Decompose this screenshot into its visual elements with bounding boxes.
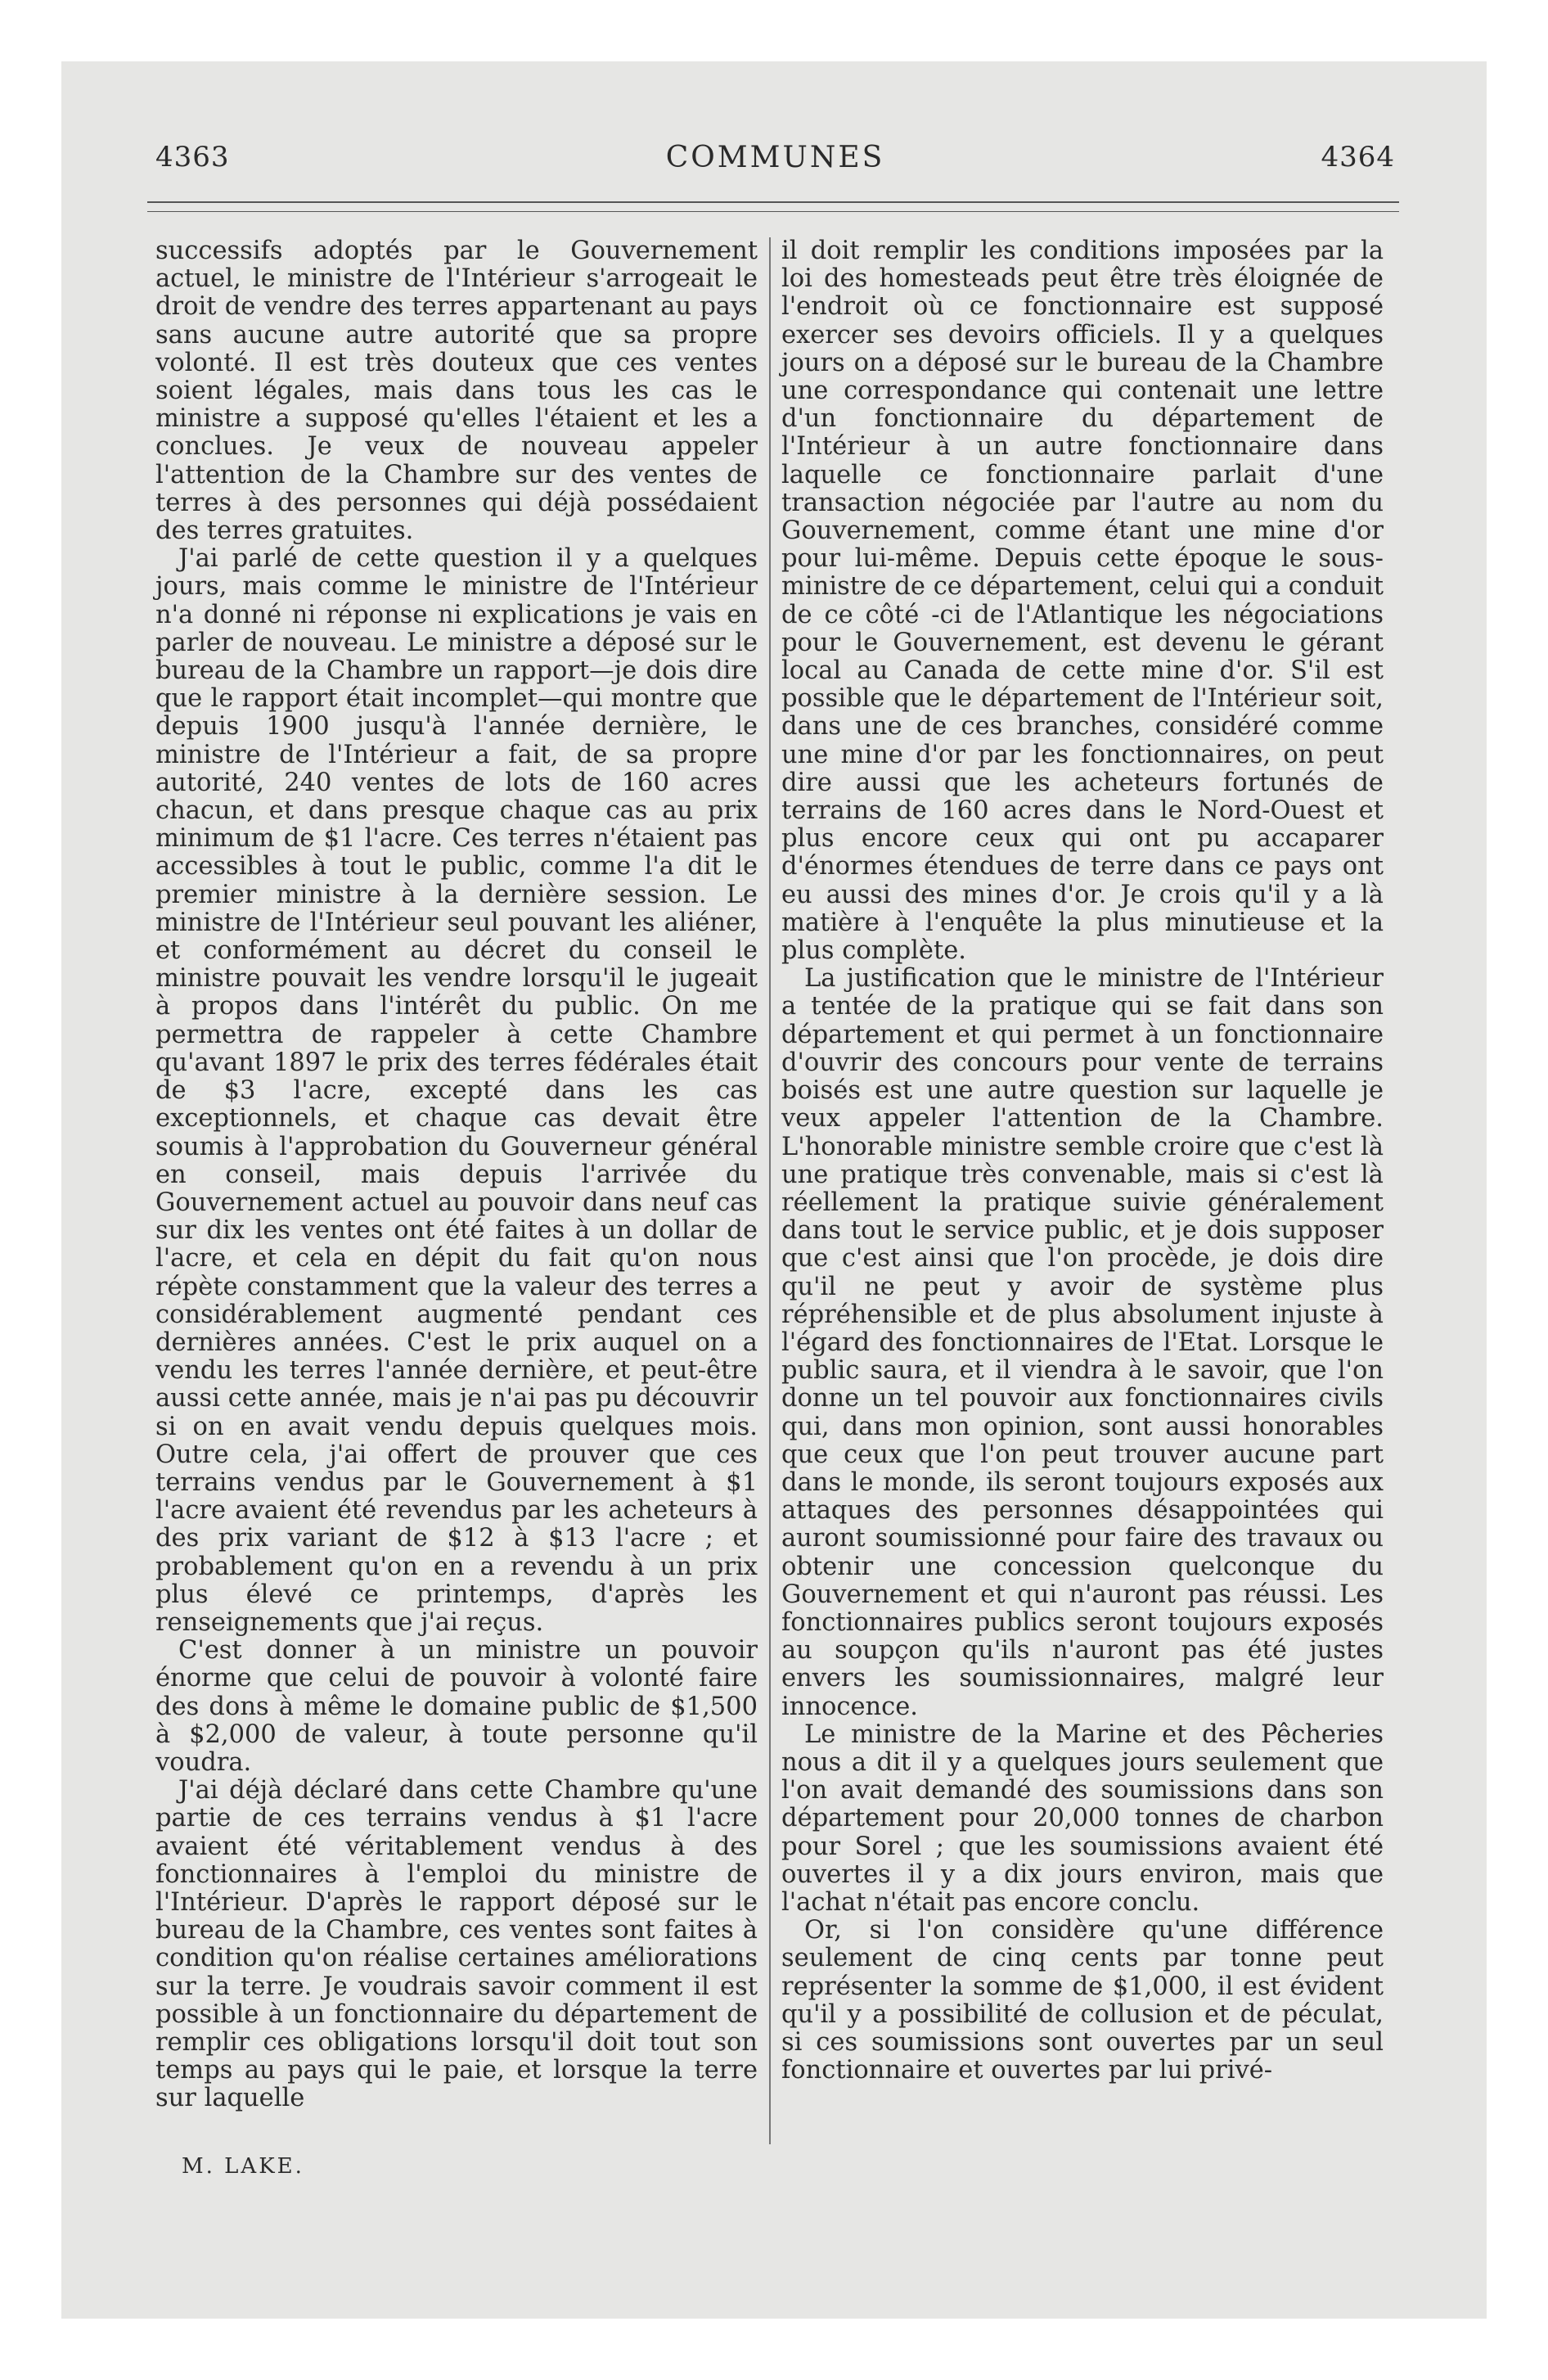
- paragraph: Le ministre de la Marine et des Pêcheries nous a dit il y a quelques jours seulement que l'on avait demandé des soumissions dans son département pour 20,000 tonnes de charbon pour Sorel ; que les soumissions avaient été ouvertes il y a dix jours environ, mais que l'achat n'était pas encore conclu.: [781, 1720, 1384, 1917]
- page-number-left: 4363: [155, 141, 230, 174]
- page-header: [155, 141, 1395, 182]
- paragraph: il doit remplir les conditions imposées par la loi des homesteads peut être très éloignée de l'endroit où ce fonctionnaire est supposé exercer ses devoirs officiels. Il y a quelques jours on a déposé sur le bureau de la Chambre une correspondance qui contenait une lettre d'un fonctionnaire du département de l'Intérieur à un autre fonctionnaire dans laquelle ce fonctionnaire parlait d'une transaction négociée par l'autre au nom du Gouvernement, comme étant une mine d'or pour lui-même. Depuis cette époque le sous-ministre de ce département, celui qui a conduit de ce côté -ci de l'Atlantique les négociations pour le Gouvernement, est devenu le gérant local au Canada de cette mine d'or. S'il est possible que le département de l'Intérieur soit, dans une de ces branches, considéré comme une mine d'or par les fonctionnaires, on peut dire aussi que les acheteurs fortunés de terrains de 160 acres dans le Nord-Ouest et plus encore ceux qui ont pu accaparer d'énormes étendues de terre dans ce pays ont eu aussi des mines d'or. Je crois qu'il y a là matière à l'enquête la plus minutieuse et la plus complète.: [781, 237, 1384, 966]
- paragraph: J'ai déjà déclaré dans cette Chambre qu'une partie de ces terrains vendus à $1 l'acre avaient été véritablement vendus à des fonctionnaires à l'emploi du ministre de l'Intérieur. D'après le rapport déposé sur le bureau de la Chambre, ces ventes sont faites à condition qu'on réalise certaines améliorations sur la terre. Je voudrais savoir comment il est possible à un fonctionnaire du département de remplir ces obligations lorsqu'il doit tout son temps au pays qui le paie, et lorsque la terre sur laquelle: [155, 1776, 758, 2113]
- paragraph: La justification que le ministre de l'Intérieur a tentée de la pratique qui se fait dans son département et qui permet à un fonctionnaire d'ouvrir des concours pour vente de terrains boisés est une autre question sur laquelle je veux appeler l'attention de la Chambre. L'honorable ministre semble croire que c'est là une pratique très convenable, mais si c'est là réellement la pratique suivie généralement dans tout le service public, et je dois supposer que c'est ainsi que l'on procède, je dois dire qu'il ne peut y avoir de système plus répréhensible et de plus absolument injuste à l'égard des fonctionnaires de l'Etat. Lorsque le public saura, et il viendra à le savoir, que l'on donne un tel pouvoir aux fonctionnaires civils qui, dans mon opinion, sont aussi honorables que ceux que l'on peut trouver aucune part dans le monde, ils seront toujours exposés aux attaques des personnes désappointées qui auront soumissionné pour faire des travaux ou obtenir une concession quelconque du Gouvernement et qui n'auront pas réussi. Les fonctionnaires publics seront toujours exposés au soupçon qu'ils n'auront pas été justes envers les soumissionnaires, malgré leur innocence.: [781, 964, 1384, 1721]
- paragraph: successifs adoptés par le Gouvernement actuel, le ministre de l'Intérieur s'arrogeait le droit de vendre des terres appartenant au pays sans aucune autre autorité que sa propre volonté. Il est très douteux que ces ventes soient légales, mais dans tous les cas le ministre a supposé qu'elles l'étaient et les a conclues. Je veux de nouveau appeler l'attention de la Chambre sur des ventes de terres à des personnes qui déjà possédaient des terres gratuites.: [155, 237, 758, 546]
- paragraph: C'est donner à un ministre un pouvoir énorme que celui de pouvoir à volonté faire des dons à même le domaine public de $1,500 à $2,000 de valeur, à toute personne qu'il voudra.: [155, 1636, 758, 1777]
- right-column: [781, 237, 1384, 2085]
- speaker-name: M. LAKE.: [182, 2154, 304, 2179]
- paragraph: J'ai parlé de cette question il y a quelques jours, mais comme le ministre de l'Intérieur n'a donné ni réponse ni explications je vais en parler de nouveau. Le ministre a déposé sur le bureau de la Chambre un rapport—je dois dire que le rapport était incomplet—qui montre que depuis 1900 jusqu'à l'année dernière, le ministre de l'Intérieur a fait, de sa propre autorité, 240 ventes de lots de 160 acres chacun, et dans presque chaque cas au prix minimum de $1 l'acre. Ces terres n'étaient pas accessibles à tout le public, comme l'a dit le premier ministre à la dernière session. Le ministre de l'Intérieur seul pouvant les aliéner, et conformément au décret du conseil le ministre pouvait les vendre lorsqu'il le jugeait à propos dans l'intérêt du public. On me permettra de rappeler à cette Chambre qu'avant 1897 le prix des terres fédérales était de $3 l'acre, excepté dans les cas exceptionnels, et chaque cas devait être soumis à l'approbation du Gouverneur général en conseil, mais depuis l'arrivée du Gouvernement actuel au pouvoir dans neuf cas sur dix les ventes ont été faites à un dollar de l'acre, et cela en dépit du fait qu'on nous répète constamment que la valeur des terres a considérablement augmenté pendant ces dernières années. C'est le prix auquel on a vendu les terres l'année dernière, et peut-être aussi cette année, mais je n'ai pas pu découvrir si on en avait vendu depuis quelques mois. Outre cela, j'ai offert de prouver que ces terrains vendus par le Gouvernement à $1 l'acre avaient été revendus par les acheteurs à des prix variant de $12 à $13 l'acre ; et probablement qu'on en a revendu à un prix plus élevé ce printemps, d'après les renseignements que j'ai reçus.: [155, 544, 758, 1637]
- running-title: COMMUNES: [665, 141, 885, 174]
- header-rule-thin: [147, 211, 1399, 212]
- page-number-right: 4364: [1321, 141, 1395, 174]
- column-divider: [769, 237, 771, 2144]
- paragraph: Or, si l'on considère qu'une différence seulement de cinq cents par tonne peut représenter la somme de $1,000, il est évident qu'il y a possibilité de collusion et de péculat, si ces soumissions sont ouvertes par un seul fonctionnaire et ouvertes par lui privé-: [781, 1916, 1384, 2085]
- header-rule: [147, 201, 1399, 203]
- left-column: [155, 237, 758, 2113]
